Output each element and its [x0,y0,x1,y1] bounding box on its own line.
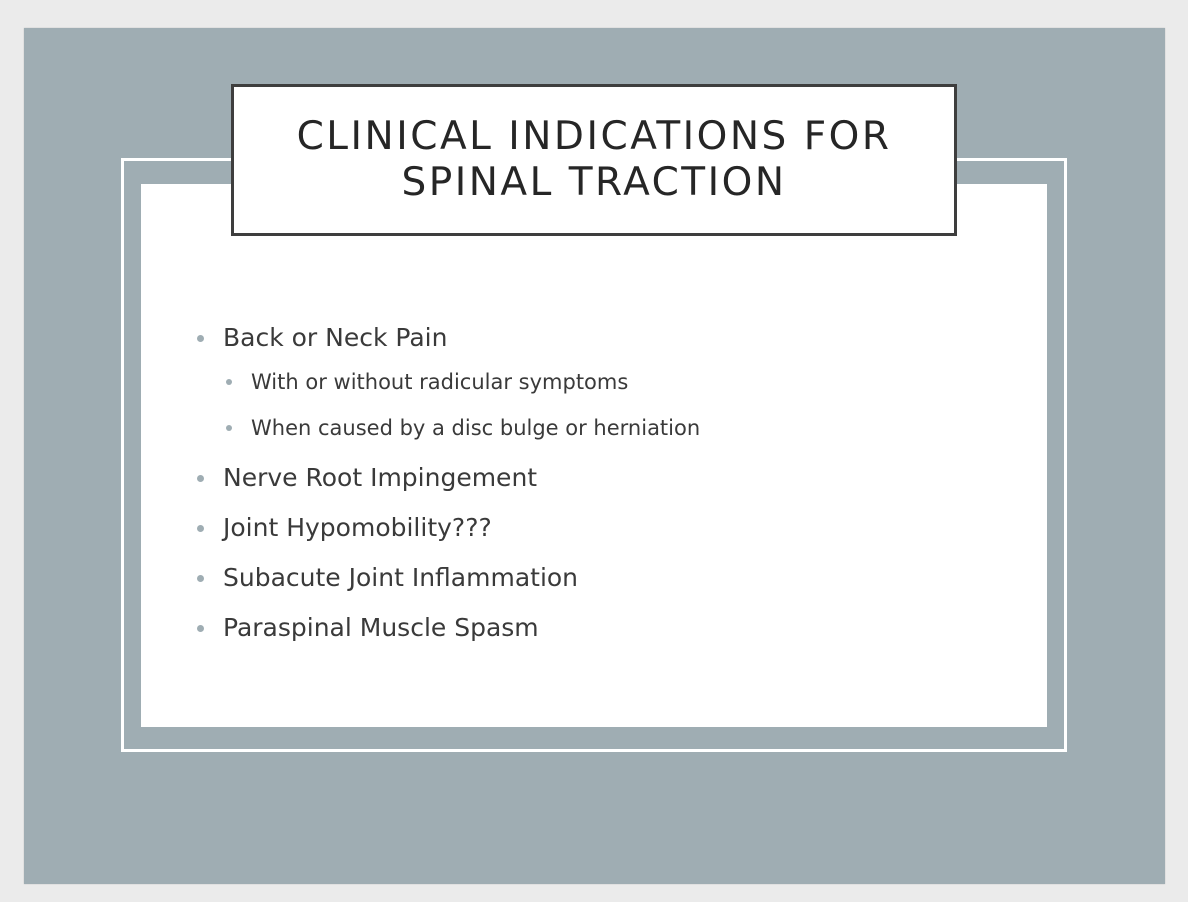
bullet-item [194,608,700,658]
sub-bullet-item [223,362,700,408]
bullet-dot-icon [226,379,232,385]
bullet-dot-icon [197,525,204,532]
bullet-dot-icon [197,625,204,632]
bullet-item [194,508,700,558]
bullet-item [194,458,700,508]
title-line-2: SPINAL TRACTION [401,160,787,205]
bullet-label: Back or Neck Pain [223,323,448,352]
bullet-dot-icon [197,335,204,342]
sub-bullet-label: When caused by a disc bulge or herniation [251,416,701,440]
title-line-1: CLINICAL INDICATIONS FOR [296,114,892,159]
bullet-item [194,558,700,608]
bullet-dot-icon [197,575,204,582]
bullet-label: Joint Hypomobility??? [223,513,492,542]
bullet-item [194,318,700,362]
bullet-list [194,318,700,658]
bullet-dot-icon [226,425,232,431]
title-box [231,84,957,236]
sub-bullet-label: With or without radicular symptoms [251,370,629,394]
bullet-label: Paraspinal Muscle Spasm [223,613,539,642]
bullet-dot-icon [197,475,204,482]
bullet-label: Subacute Joint Inflammation [223,563,579,592]
slide [24,28,1165,884]
sub-bullet-item [223,408,700,458]
slide-title [297,114,892,206]
bullet-label: Nerve Root Impingement [223,463,538,492]
